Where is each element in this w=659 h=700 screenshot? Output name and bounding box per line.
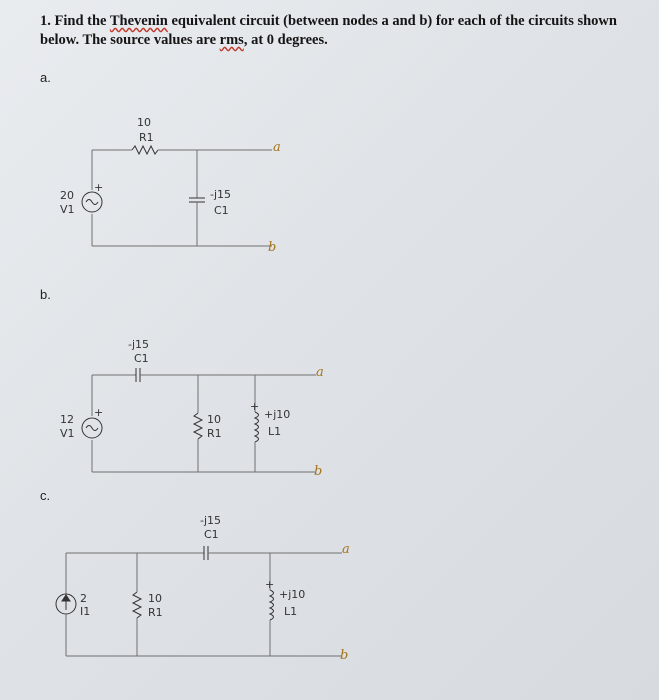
question-text-before: Find the xyxy=(54,13,107,29)
part-a-label: a. xyxy=(40,70,51,85)
c1-value-label: -j15 xyxy=(128,338,150,351)
l1-dot-marker: + xyxy=(250,400,260,413)
resistor-r1-symbol xyxy=(133,592,141,618)
i1-value-label: 2 xyxy=(80,592,87,605)
arrow-head xyxy=(62,595,70,601)
l1-dot-marker: + xyxy=(265,578,275,591)
r1-name-label: R1 xyxy=(207,427,222,440)
question-text-end: , at 0 degrees. xyxy=(243,32,328,48)
c1-value-label: -j15 xyxy=(210,188,232,201)
node-a-label: a xyxy=(342,542,350,557)
r1-value-label: 10 xyxy=(148,592,162,605)
r1-name-label: R1 xyxy=(148,606,163,619)
node-b-label: b xyxy=(268,240,277,255)
node-a-label: a xyxy=(273,140,281,155)
node-b-label: b xyxy=(340,648,349,663)
v1-name-label: V1 xyxy=(60,427,75,440)
question-text-after: equivalent circuit (between nodes a and b) for each of the circuits shown below. The source values are xyxy=(40,13,617,48)
v1-value-label: 12 xyxy=(60,413,74,426)
r1-value-label: 10 xyxy=(137,116,151,129)
inductor-l1-symbol xyxy=(255,412,259,442)
v1-plus-marker: + xyxy=(94,406,104,419)
part-c-label: c. xyxy=(40,488,51,503)
ac-wave-icon xyxy=(86,426,98,431)
inductor-l1-symbol xyxy=(270,590,274,620)
ac-wave-icon xyxy=(86,200,98,205)
node-b-label: b xyxy=(314,464,323,479)
node-a-label: a xyxy=(316,365,324,380)
v1-plus-marker: + xyxy=(94,181,104,194)
circuit-a xyxy=(82,146,272,246)
l1-value-label: +j10 xyxy=(264,408,291,421)
circuit-c xyxy=(56,546,342,656)
resistor-r1-symbol xyxy=(132,146,158,154)
i1-name-label: I1 xyxy=(80,605,91,618)
spellcheck-word-thevenin: Thevenin xyxy=(109,13,168,29)
c1-name-label: C1 xyxy=(204,528,219,541)
l1-name-label: L1 xyxy=(268,425,282,438)
resistor-r1-symbol xyxy=(194,413,202,439)
r1-value-label: 10 xyxy=(207,413,221,426)
spellcheck-word-rms: rms xyxy=(219,32,244,48)
c1-value-label: -j15 xyxy=(200,514,222,527)
part-b-label: b. xyxy=(40,287,51,302)
l1-value-label: +j10 xyxy=(279,588,306,601)
v1-value-label: 20 xyxy=(60,189,74,202)
v1-name-label: V1 xyxy=(60,203,75,216)
l1-name-label: L1 xyxy=(284,605,298,618)
c1-name-label: C1 xyxy=(214,204,229,217)
c1-name-label: C1 xyxy=(134,352,149,365)
question-number: 1. xyxy=(40,13,51,29)
r1-name-label: R1 xyxy=(139,131,154,144)
